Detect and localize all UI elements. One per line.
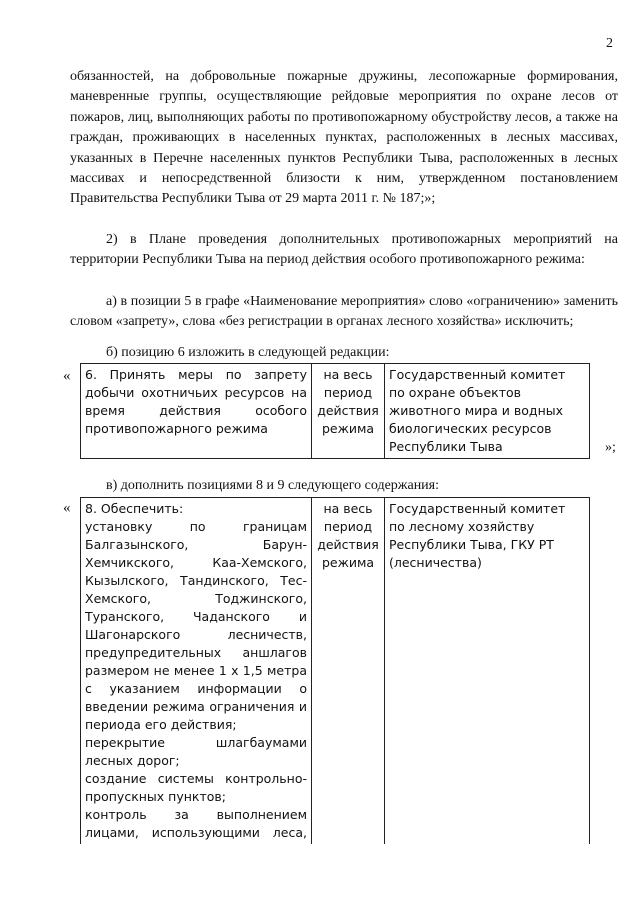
measure-line: периода его действия;: [85, 717, 237, 732]
measure-line: создание системы контрольно-: [85, 771, 307, 786]
measure-line: лицами, использующими леса,: [85, 825, 307, 840]
measure-line: предупредительных аншлагов: [85, 645, 307, 660]
period-cell: на весь период действия режима: [312, 364, 385, 459]
measure-line: Балгазынского, Барун-: [85, 537, 307, 552]
measure-line: установку по границам: [85, 519, 307, 534]
opening-quote: «: [63, 500, 71, 516]
measure-line: размером не менее 1 х 1,5 метра: [85, 663, 307, 678]
measure-line: Хемского, Тоджинского,: [85, 591, 307, 606]
measure-line: Кызылского, Тандинского, Тес-: [85, 573, 307, 588]
page-number: 2: [606, 36, 613, 51]
measure-line: 8. Обеспечить:: [85, 501, 184, 516]
measure-line: Туранского, Чаданского и: [85, 609, 307, 624]
paragraph-item-a: а) в позиции 5 в графе «Наименование мероприятия» слово «ограничению» заменить словом «запрету», слова «без регистрации в органах лесного хозяйства» исключить;: [70, 294, 618, 330]
paragraph-obligations: обязанностей, на добровольные пожарные дружины, лесопожарные формирования, маневренные группы, осуществляющие рейдовые мероприятия по охране лесов от пожаров, лиц, выполняющих работы по противопожарному обустройству лесов, а также на граждан, проживающих в населенных пунктах, расположенных в лесных массивах, указанных в Перечне населенных пунктов Республики Тыва, расположенных в лесных массивах и непосредственной близости к ним, утвержденном постановлением Правительства Республики Тыва от 29 марта 2011 г. № 187;»;: [70, 69, 618, 207]
measure-cell: [81, 498, 312, 845]
table-row: [81, 364, 590, 459]
table-row: [81, 498, 590, 845]
responsible-cell: Государственный комитет по охране объектов животного мира и водных биологических ресурсов Республики Тыва: [385, 364, 590, 459]
closing-quote: »;: [605, 440, 616, 455]
measure-line: лесных дорог;: [85, 753, 180, 768]
measure-line: перекрытие шлагбаумами: [85, 735, 307, 750]
paragraph-item-v: в) дополнить позициями 8 и 9 следующего содержания:: [106, 478, 440, 493]
paragraph-item-b: б) позицию 6 изложить в следующей редакции:: [106, 345, 390, 360]
position-8-table: [80, 497, 590, 844]
paragraph-item-2: 2) в Плане проведения дополнительных противопожарных мероприятий на территории Республики Тыва на период действия особого противопожарного режима:: [70, 232, 618, 268]
measure-line: введении режима ограничения и: [85, 699, 307, 714]
position-6-table: [80, 363, 590, 459]
opening-quote: «: [63, 368, 71, 384]
measure-line: контроль за выполнением: [85, 807, 307, 822]
measure-cell: 6. Принять меры по запрету добычи охотничьих ресурсов на время действия особого противопожарного режима: [81, 364, 312, 459]
measure-line: Хемчикского, Каа-Хемского,: [85, 555, 307, 570]
period-cell: на весь период действия режима: [312, 498, 385, 845]
measure-line: Шагонарского лесничеств,: [85, 627, 307, 642]
measure-line: пропускных пунктов;: [85, 789, 226, 804]
responsible-cell: Государственный комитет по лесному хозяйству Республики Тыва, ГКУ РТ (лесничества): [385, 498, 590, 845]
measure-line: с указанием информации о: [85, 681, 307, 696]
